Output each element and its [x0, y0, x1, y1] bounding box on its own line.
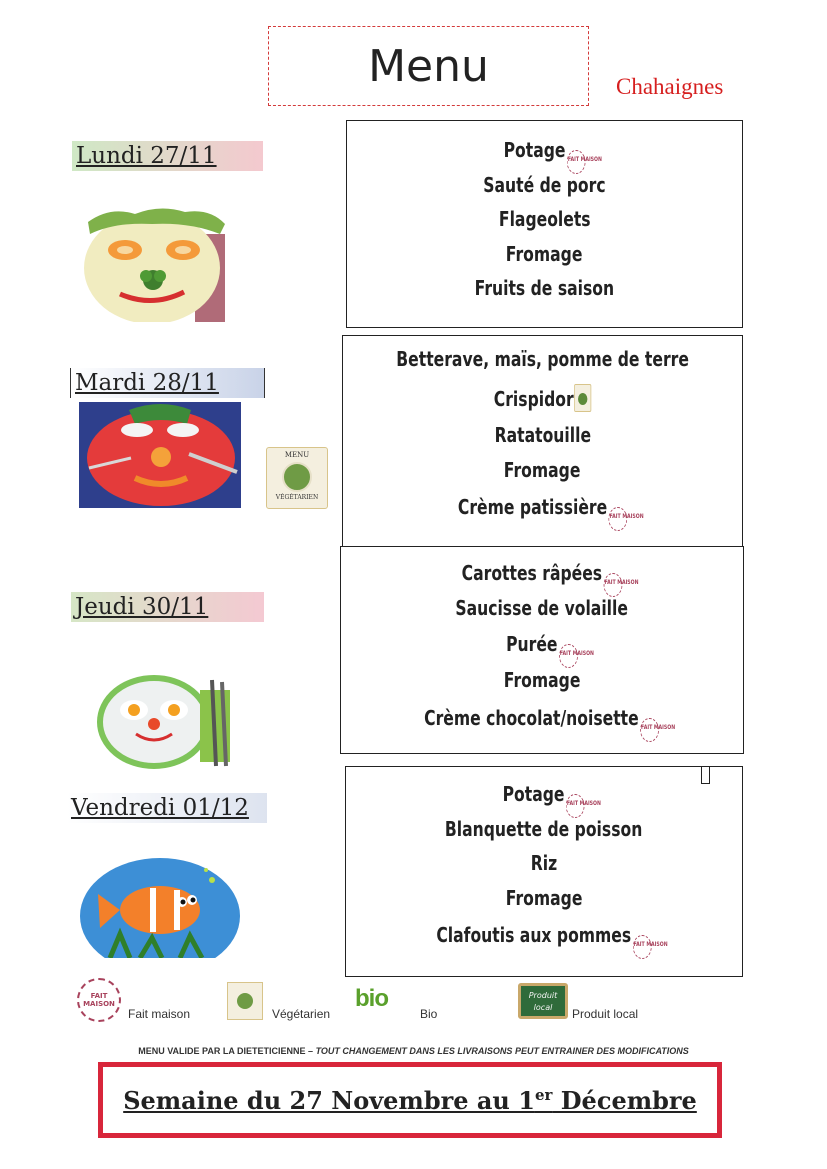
food-face-image-lundi	[80, 204, 232, 322]
dish-item: Fromage	[505, 885, 583, 910]
day-label-lundi: Lundi 27/11	[72, 141, 263, 171]
fait-maison-icon: FAIT MAISON	[559, 644, 578, 668]
dietician-note-main: MENU VALIDE PAR LA DIETETICIENNE –	[138, 1046, 314, 1056]
food-face-image-vendredi	[80, 858, 240, 958]
legend-produit-local-label: Produit local	[572, 1007, 639, 1021]
dish-item: Flageolets	[498, 207, 591, 231]
dish-item: Fromage	[503, 668, 581, 692]
week-range: Semaine du 27 Novembre au 1er Décembre	[123, 1085, 697, 1115]
fait-maison-icon: FAIT MAISON	[567, 150, 586, 174]
salad-bowl-icon	[282, 462, 312, 492]
legend-fait-maison-label: Fait maison	[128, 1007, 191, 1021]
dietician-note-warning: TOUT CHANGEMENT DANS LES LIVRAISONS PEUT ENTRAINER DES MODIFICATIONS	[315, 1046, 689, 1056]
dish-item: Betterave, maïs, pomme de terre	[396, 347, 689, 371]
fait-maison-stamp-icon: FAIT MAISON	[77, 978, 121, 1022]
dish-item: Saucisse de volaille	[455, 595, 629, 620]
box-marker	[701, 766, 710, 784]
dish-item: Fromage	[504, 457, 581, 482]
dish-item: Fruits de saison	[474, 276, 615, 300]
page-title: Menu	[368, 40, 489, 92]
location-label: Chahaignes	[616, 74, 724, 99]
produit-local-logo-icon: Produit local	[518, 983, 568, 1019]
fait-maison-icon: FAIT MAISON	[641, 718, 660, 742]
day-label-vendredi: Vendredi 01/12	[67, 793, 267, 823]
menu-box-vendredi	[345, 766, 743, 977]
legend-vegetarien-label: Végétarien	[272, 1007, 331, 1021]
dish-item: Sauté de porc	[483, 172, 606, 197]
vegetarian-menu-badge	[266, 447, 328, 509]
bio-logo-icon: bio	[355, 985, 388, 1012]
food-face-image-mardi	[79, 402, 241, 508]
dietician-note	[0, 1046, 827, 1056]
dish-item: Purée FAIT MAISON	[506, 625, 578, 663]
dish-item: Ratatouille	[494, 423, 591, 447]
dish-item: Crème patissière FAIT MAISON	[458, 487, 628, 527]
food-face-image-jeudi	[96, 670, 238, 770]
dish-item: Potage FAIT MAISON	[503, 133, 585, 168]
week-banner	[98, 1062, 722, 1138]
dish-item: Crispidor	[494, 382, 592, 418]
dish-item: Riz	[530, 851, 558, 875]
day-label-jeudi: Jeudi 30/11	[71, 592, 264, 622]
dish-item: Carottes râpées FAIT MAISON	[462, 556, 623, 591]
menu-box-lundi	[346, 120, 743, 328]
menu-box-mardi	[342, 335, 743, 547]
legend-bio-label: Bio	[420, 1007, 438, 1021]
dish-item: Crème chocolat/noisette FAIT MAISON	[425, 698, 660, 738]
menu-box-jeudi	[340, 546, 744, 754]
fait-maison-icon: FAIT MAISON	[566, 794, 585, 818]
fait-maison-icon: FAIT MAISON	[633, 935, 652, 959]
menu-title-box	[268, 26, 589, 106]
dish-item: Clafoutis aux pommes FAIT MAISON	[436, 915, 651, 955]
dish-item: Blanquette de poisson	[445, 816, 643, 841]
vegetarian-icon	[574, 384, 591, 412]
vegetarian-legend-icon	[227, 982, 263, 1020]
menu-badge-label: MENU	[284, 451, 310, 459]
dish-item: Fromage	[506, 241, 583, 266]
fait-maison-icon: FAIT MAISON	[604, 573, 623, 597]
day-label-mardi: Mardi 28/11	[70, 368, 265, 398]
vegetarien-badge-label: VÉGÉTARIEN	[275, 494, 319, 501]
dish-item: Potage FAIT MAISON	[503, 777, 585, 812]
fait-maison-icon: FAIT MAISON	[609, 507, 628, 531]
